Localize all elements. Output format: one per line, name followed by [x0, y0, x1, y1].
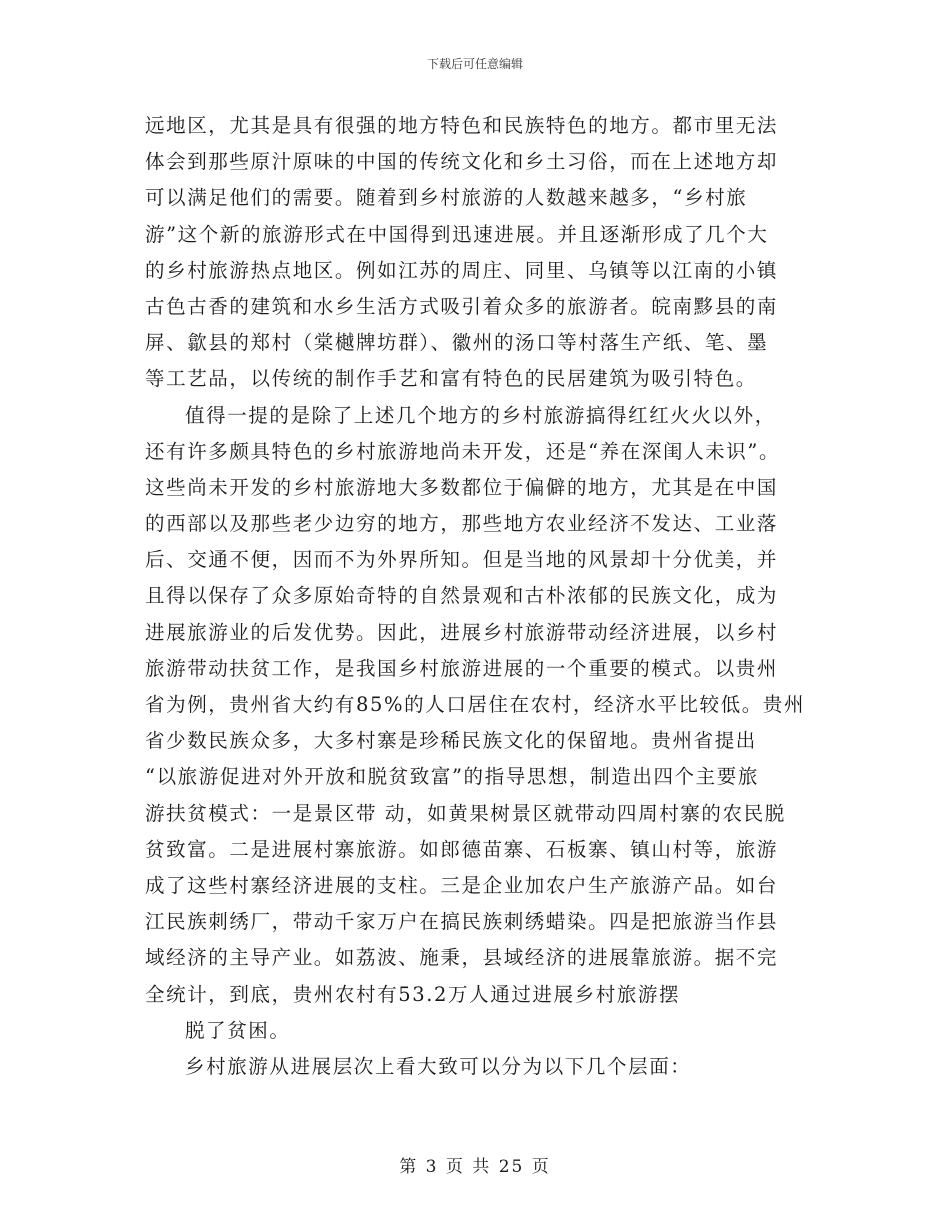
text-line: 后、交通不便，因而不为外界所知。但是当地的风景却十分优美，并 — [145, 548, 779, 572]
text-line: 远地区，尤其是具有很强的地方特色和民族特色的地方。都市里无法 — [145, 114, 779, 137]
page-header-note: 下载后可任意编辑 — [426, 57, 523, 71]
text-line: “以旅游促进对外开放和脱贫致富”的指导思想，制造出四个主要旅 — [145, 765, 759, 789]
text-line: 可以满足他们的需要。随着到乡村旅游的人数越来越多，“乡村旅 — [145, 186, 748, 210]
text-line: 且得以保存了众多原始奇特的自然景观和古朴浓郁的民族文化，成为 — [145, 584, 779, 608]
text-line: 体会到那些原汁原味的中国的传统文化和乡土习俗，而在上述地方却 — [145, 150, 779, 174]
page-number-footer: 第 3 页 共 25 页 — [399, 1157, 551, 1177]
text-line: 等工艺品，以传统的制作手艺和富有特色的民居建筑为吸引特色。 — [145, 367, 757, 391]
text-line: 古色古香的建筑和水乡生活方式吸引着众多的旅游者。皖南黟县的南 — [145, 294, 779, 318]
paragraph-start-line: 值得一提的是除了上述几个地方的乡村旅游搞得红红火火以外， — [185, 403, 776, 427]
text-line: 贫致富。二是进展村寨旅游。如郎德苗寨、石板寨、镇山村等，旅游 — [145, 837, 779, 861]
text-line: 这些尚未开发的乡村旅游地大多数都位于偏僻的地方，尤其是在中国 — [145, 475, 779, 499]
text-line: 的西部以及那些老少边穷的地方，那些地方农业经济不发达、工业落 — [145, 512, 779, 536]
text-line: 进展旅游业的后发优势。因此，进展乡村旅游带动经济进展，以乡村 — [145, 620, 779, 644]
text-line: 全统计，到底，贵州农村有53.2万人通过进展乡村旅游摆 — [145, 982, 681, 1006]
text-line: 域经济的主导产业。如荔波、施秉，县域经济的进展靠旅游。据不完 — [145, 946, 779, 970]
text-line: 屏、歙县的郑村（棠樾牌坊群）、徽州的汤口等村落生产纸、笔、墨 — [145, 331, 769, 355]
text-line: 江民族刺绣厂，带动千家万户在搞民族刺绣蜡染。四是把旅游当作县 — [145, 910, 779, 934]
document-body — [145, 108, 815, 1085]
text-line: 脱了贫困。 — [185, 1018, 291, 1042]
text-line: 成了这些村寨经济进展的支柱。三是企业加农户生产旅游产品。如台 — [145, 873, 779, 897]
text-line: 省为例，贵州省大约有85%的人口居住在农村，经济水平比较低。贵州 — [145, 693, 806, 716]
text-line: 的乡村旅游热点地区。例如江苏的周庄、同里、乌镇等以江南的小镇 — [145, 258, 779, 282]
text-line: 游”这个新的旅游形式在中国得到迅速进展。并且逐渐形成了几个大 — [145, 222, 769, 246]
text-line: 还有许多颇具特色的乡村旅游地尚未开发，还是“养在深闺人未识”。 — [145, 439, 781, 463]
text-line: 省少数民族众多，大多村寨是珍稀民族文化的保留地。贵州省提出 — [145, 729, 757, 753]
text-line: 旅游带动扶贫工作，是我国乡村旅游进展的一个重要的模式。以贵州 — [145, 656, 779, 680]
text-line: 游扶贫模式：一是景区带 动，如黄果树景区就带动四周村寨的农民脱 — [145, 801, 786, 825]
paragraph-start-line: 乡村旅游从进展层次上看大致可以分为以下几个层面： — [185, 1054, 692, 1078]
